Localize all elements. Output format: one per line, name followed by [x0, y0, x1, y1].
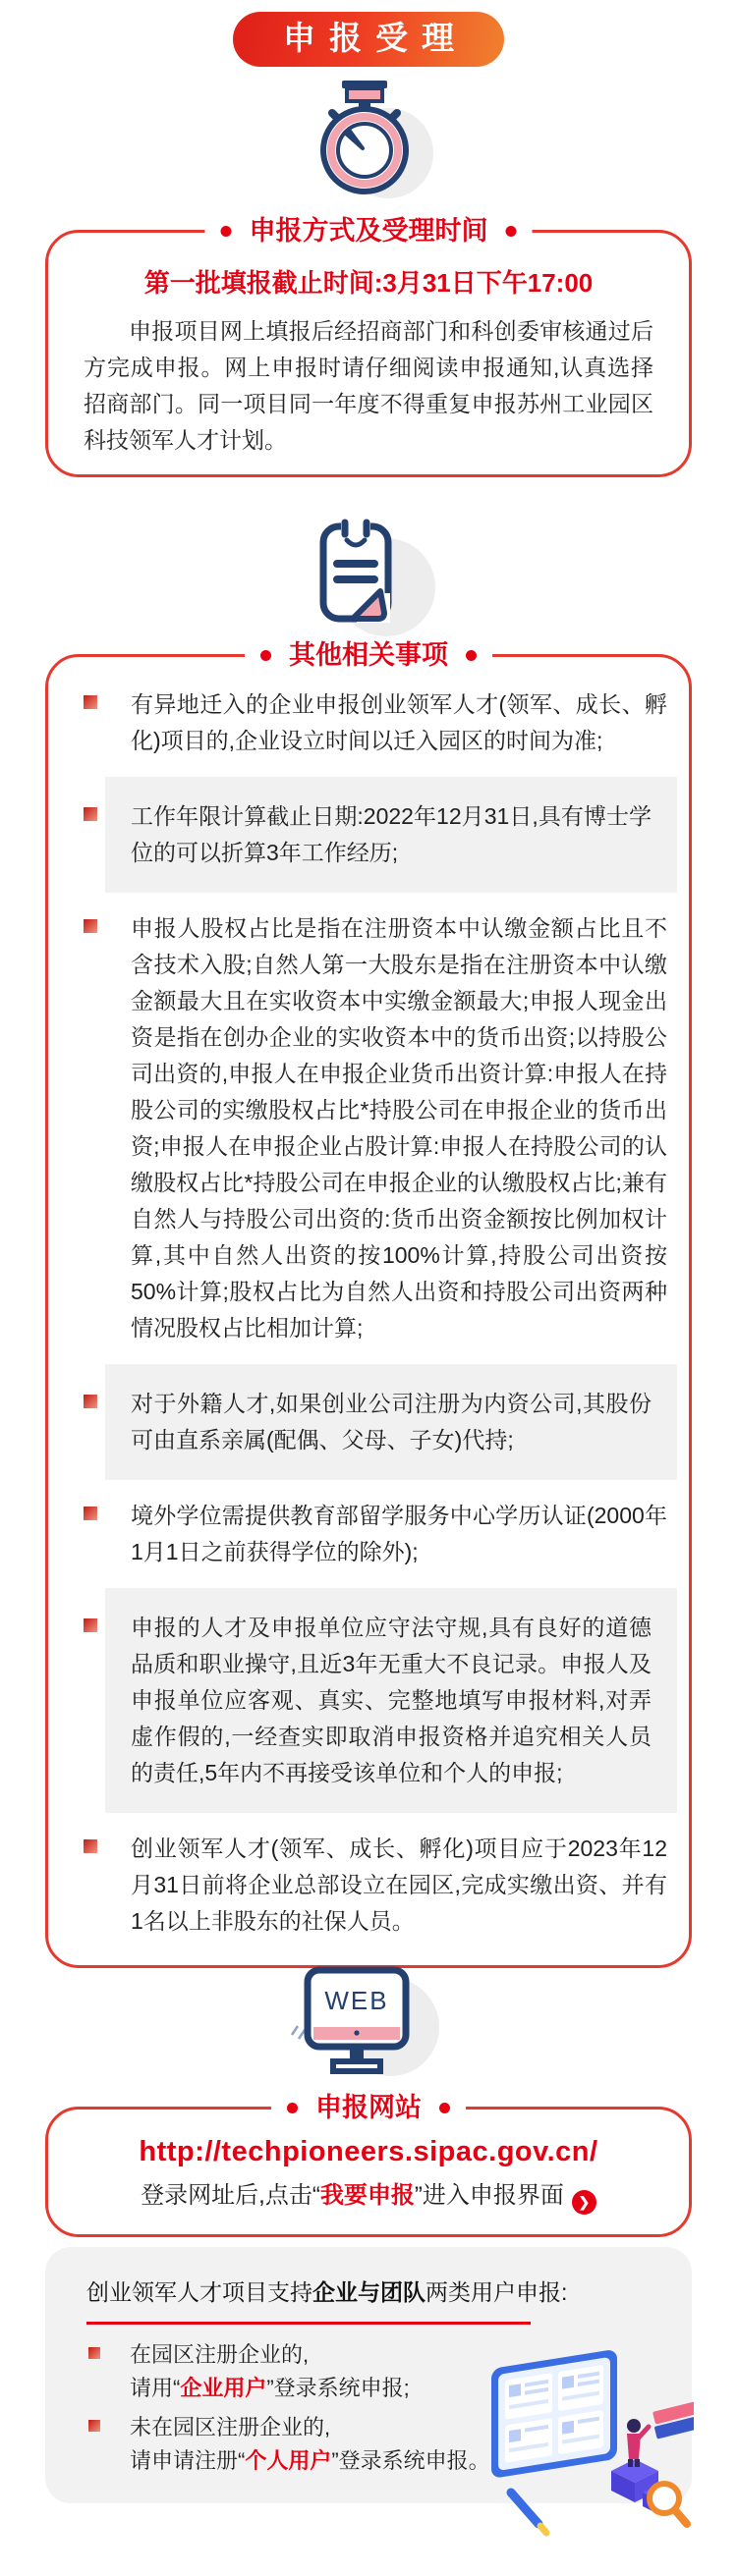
section-application-website — [45, 2093, 692, 2237]
other-matters-list — [48, 657, 689, 1965]
card-title-pre: 创业领军人才项目支持 — [86, 2279, 312, 2305]
title-dot-right — [506, 226, 517, 237]
apply-button-reference: 我要申报 — [319, 2182, 415, 2209]
item-line2-pre: 请申请注册“ — [130, 2448, 246, 2473]
item-line1: 在园区注册企业的, — [130, 2342, 310, 2367]
card-title-strong: 企业与团队 — [312, 2279, 425, 2305]
application-method-paragraph: 申报项目网上填报后经招商部门和科创委审核通过后方完成申报。网上申报时请仔细阅读申报通知,认真选择招商部门。同一项目同一年度不得重复申报苏州工业园区科技领军人才计划。 — [84, 318, 653, 453]
other-matters-item — [48, 910, 689, 1346]
bullet-square-icon — [84, 1618, 97, 1632]
other-matters-item — [48, 1588, 689, 1813]
section-application-website-title — [271, 2089, 466, 2126]
website-instruction — [72, 2178, 665, 2215]
item-line2-pre: 请用“ — [130, 2376, 181, 2400]
page-title-banner — [233, 12, 504, 67]
other-matters-item-text: 申报人股权占比是指在注册资本中认缴金额占比且不含技术入股;自然人第一大股东是指在注册资本中认缴金额最大且在实收资本中实缴金额最大;申报人现金出资是指在创办企业的实收资本中的货币出资;以持股公司出资的,申报人在申报企业货币出资计算:申报人在持股公司的实缴股权占比*持股公司在申报企业的货币出资;申报人在申报企业占股计算:申报人在持股公司的认缴股权占比*持股公司在申报企业的认缴股权占比;兼有自然人与持股公司出资的:货币出资金额按比例加权计算,其中自然人出资的按100%计算,持股公司出资按50%计算;股权占比为自然人出资和持股公司出资两种情况股权占比相加计算; — [131, 915, 667, 1341]
instruction-post: ”进入申报界面 — [414, 2182, 564, 2209]
section-title-text: 申报网站 — [315, 2093, 422, 2122]
other-matters-item-text: 境外学位需提供教育部留学服务中心学历认证(2000年1月1日之前获得学位的除外); — [131, 1503, 667, 1564]
section-application-method-title — [205, 212, 533, 249]
item-line1: 未在园区注册企业的, — [130, 2415, 331, 2439]
application-website-link[interactable]: http://techpioneers.sipac.gov.cn/ — [139, 2136, 598, 2167]
web-monitor-label: WEB — [324, 1986, 389, 2015]
bullet-square-icon — [84, 695, 97, 709]
title-dot-right — [466, 650, 477, 661]
bullet-square-icon — [84, 807, 97, 821]
bullet-square-icon — [84, 1839, 97, 1853]
title-dot-left — [260, 650, 271, 661]
web-monitor-icon-svg — [270, 1962, 467, 2082]
item-line2-post: ”登录系统申报。 — [331, 2448, 490, 2473]
illustration-svg — [485, 2343, 694, 2540]
instruction-pre: 登录网址后,点击“ — [141, 2182, 320, 2209]
section-title-text: 其他相关事项 — [289, 640, 448, 670]
section-other-matters-title — [245, 636, 492, 674]
section-application-website-body — [48, 2110, 689, 2234]
notepad-icon-svg — [290, 509, 447, 638]
individual-user-label: 个人用户 — [245, 2448, 332, 2473]
enterprise-user-label: 企业用户 — [180, 2376, 267, 2400]
title-dot-left — [287, 2103, 298, 2113]
other-matters-item-text: 对于外籍人才,如果创业公司注册为内资公司,其股份可由直系亲属(配偶、父母、子女)代持; — [105, 1364, 677, 1480]
other-matters-item — [48, 1498, 689, 1570]
person-figure — [627, 2419, 649, 2467]
title-dot-right — [439, 2103, 450, 2113]
bullet-square-icon — [88, 2347, 100, 2359]
deadline-text: 第一批填报截止时间:3月31日下午17:00 — [143, 268, 594, 298]
title-dot-left — [221, 226, 232, 237]
section-title-text: 申报方式及受理时间 — [249, 216, 488, 246]
other-matters-item-text: 工作年限计算截止日期:2022年12月31日,具有博士学位的可以折算3年工作经历; — [105, 777, 677, 893]
web-monitor-icon — [270, 1962, 467, 2087]
other-matters-item-text: 有异地迁入的企业申报创业领军人才(领军、成长、孵化)项目的,企业设立时间以迁入园区的时间为准; — [131, 691, 667, 753]
item-line2-post: ”登录系统申报; — [266, 2376, 410, 2400]
section-other-matters — [45, 640, 692, 1968]
person-browsing-illustration — [485, 2343, 694, 2545]
red-divider — [86, 2322, 531, 2325]
bullet-square-icon — [84, 1507, 97, 1520]
other-matters-item — [48, 777, 689, 893]
notepad-icon — [290, 509, 447, 643]
other-matters-item-text: 申报的人才及申报单位应守法守规,具有良好的道德品质和职业操守,且近3年无重大不良记录。申报人及申报单位应客观、真实、完整地填写申报材料,对弄虚作假的,一经查实即取消申报资格并追究相关人员的责任,5年内不再接受该单位和个人的申报; — [105, 1588, 677, 1813]
section-application-method-body — [48, 233, 689, 474]
other-matters-item — [48, 1831, 689, 1940]
other-matters-item-text: 创业领军人才(领军、成长、孵化)项目应于2023年12月31日前将企业总部设立在园区,完成实缴出资、并有1名以上非股东的社保人员。 — [131, 1836, 667, 1934]
stopwatch-icon-svg — [290, 79, 447, 204]
user-type-card — [45, 2247, 692, 2503]
card-title-post: 两类用户申报: — [425, 2279, 568, 2305]
chevron-right-circle-icon[interactable]: ❯ — [572, 2190, 596, 2215]
stopwatch-icon — [290, 79, 447, 209]
section-application-method — [45, 216, 692, 477]
bullet-square-icon — [84, 919, 97, 933]
other-matters-item — [48, 1364, 689, 1480]
other-matters-item — [48, 686, 689, 759]
bullet-square-icon — [88, 2420, 100, 2432]
user-type-card-title — [86, 2276, 652, 2308]
bullet-square-icon — [84, 1395, 97, 1408]
page-title: 申报受理 — [283, 22, 468, 57]
